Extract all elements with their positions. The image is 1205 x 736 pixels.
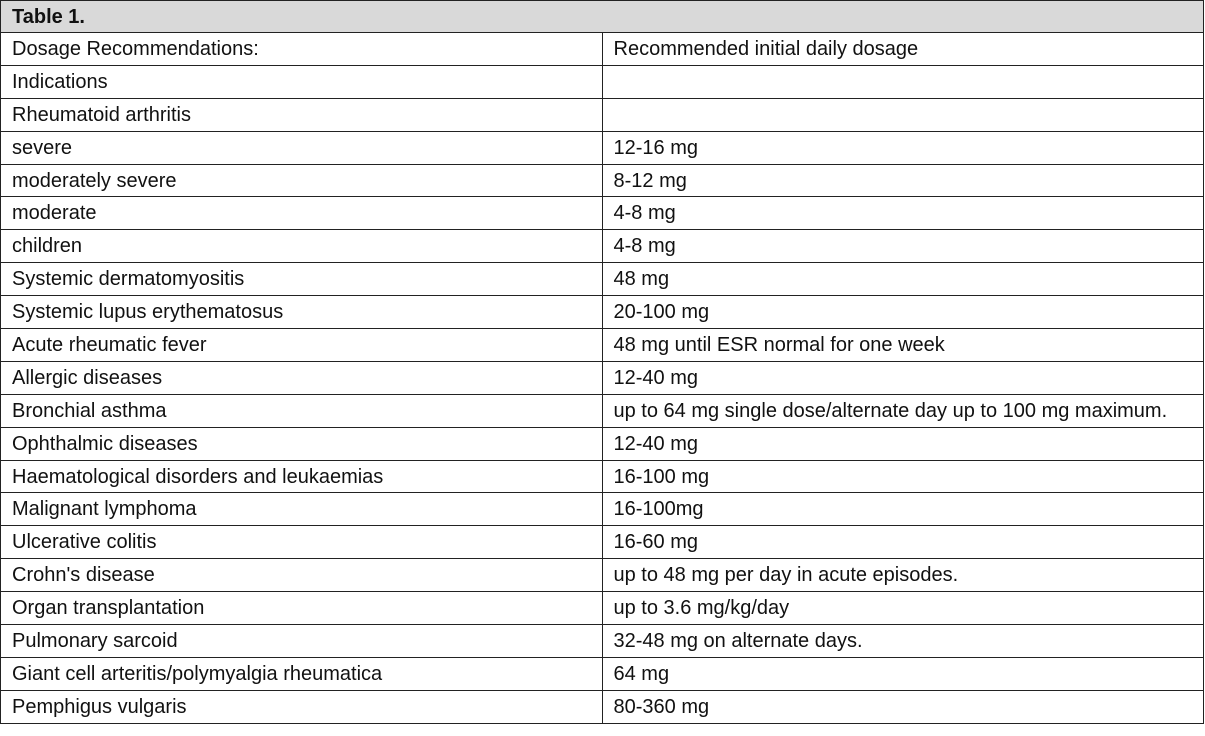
dosage-cell: 16-100 mg [602,460,1204,493]
table-row [1,460,1204,493]
table-row [1,65,1204,98]
table-row [1,394,1204,427]
dosage-cell: 32-48 mg on alternate days. [602,625,1204,658]
dosage-cell: 80-360 mg [602,690,1204,723]
indication-cell: Ulcerative colitis [1,526,603,559]
table-row [1,33,1204,66]
dosage-cell: 12-40 mg [602,427,1204,460]
indication-cell: Malignant lymphoma [1,493,603,526]
dosage-cell: 64 mg [602,657,1204,690]
dosage-cell: up to 64 mg single dose/alternate day up to 100 mg maximum. [602,394,1204,427]
table-row [1,230,1204,263]
indication-cell: Crohn's disease [1,559,603,592]
dosage-cell: 48 mg until ESR normal for one week [602,329,1204,362]
indication-cell: Pulmonary sarcoid [1,625,603,658]
indication-cell: Haematological disorders and leukaemias [1,460,603,493]
dosage-cell: 12-16 mg [602,131,1204,164]
indication-cell: Giant cell arteritis/polymyalgia rheumatica [1,657,603,690]
table-row [1,263,1204,296]
dosage-cell: up to 48 mg per day in acute episodes. [602,559,1204,592]
dosage-cell [602,65,1204,98]
table-title: Table 1. [1,1,1204,33]
indication-cell: Allergic diseases [1,361,603,394]
indication-cell: Organ transplantation [1,592,603,625]
table-row [1,690,1204,723]
dosage-cell: 48 mg [602,263,1204,296]
table-row [1,625,1204,658]
table-row [1,493,1204,526]
dosage-cell: 20-100 mg [602,296,1204,329]
table-row [1,427,1204,460]
table-row [1,296,1204,329]
dosage-cell: 16-60 mg [602,526,1204,559]
indication-cell: Systemic lupus erythematosus [1,296,603,329]
indication-cell: Rheumatoid arthritis [1,98,603,131]
dosage-cell: 4-8 mg [602,230,1204,263]
indication-cell: Systemic dermatomyositis [1,263,603,296]
table-row [1,98,1204,131]
table-row [1,131,1204,164]
dosage-cell: 16-100mg [602,493,1204,526]
table-row [1,559,1204,592]
table-row [1,657,1204,690]
indication-cell: moderate [1,197,603,230]
dosage-cell: up to 3.6 mg/kg/day [602,592,1204,625]
indication-cell: severe [1,131,603,164]
indication-cell: Pemphigus vulgaris [1,690,603,723]
table-row [1,329,1204,362]
dosage-cell: Recommended initial daily dosage [602,33,1204,66]
indication-cell: Indications [1,65,603,98]
table-row [1,164,1204,197]
dosage-cell: 8-12 mg [602,164,1204,197]
indication-cell: Ophthalmic diseases [1,427,603,460]
table-row [1,526,1204,559]
indication-cell: moderately severe [1,164,603,197]
dosage-cell [602,98,1204,131]
table-row [1,592,1204,625]
table-row [1,361,1204,394]
indication-cell: Acute rheumatic fever [1,329,603,362]
dosage-cell: 12-40 mg [602,361,1204,394]
indication-cell: Dosage Recommendations: [1,33,603,66]
table-row [1,197,1204,230]
dosage-cell: 4-8 mg [602,197,1204,230]
indication-cell: Bronchial asthma [1,394,603,427]
indication-cell: children [1,230,603,263]
table-title-row [1,1,1204,33]
